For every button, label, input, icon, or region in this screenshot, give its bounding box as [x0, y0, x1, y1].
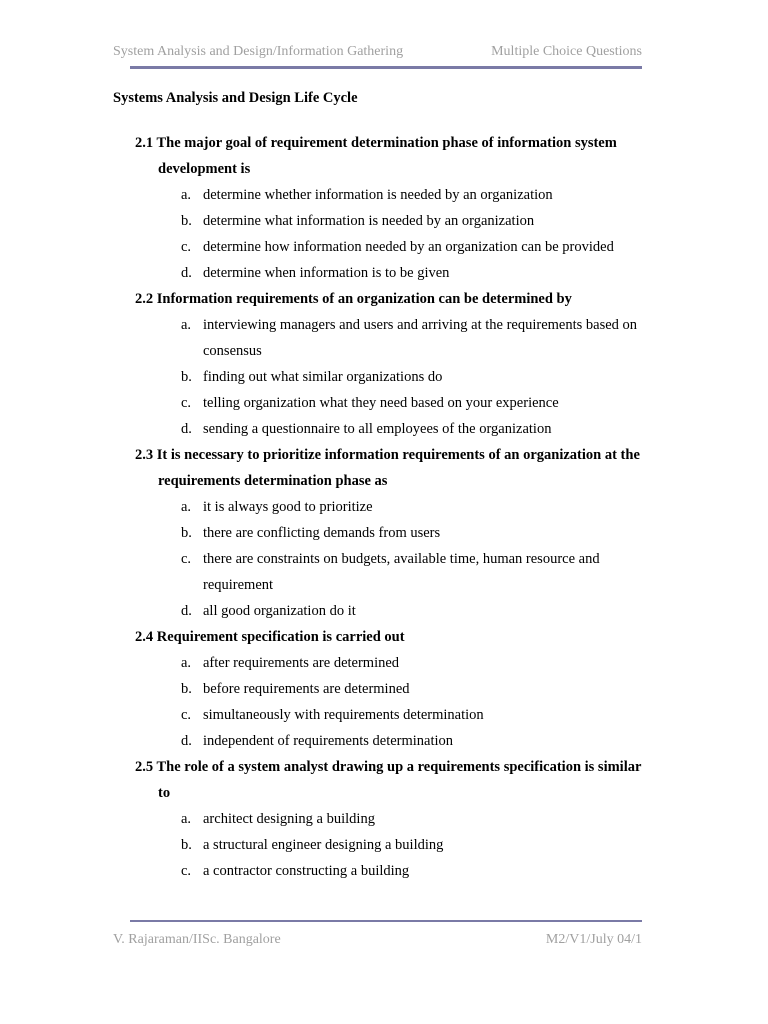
option-text: there are conflicting demands from users	[203, 525, 441, 541]
question	[0, 624, 768, 754]
option-text: a contractor constructing a building	[203, 863, 410, 879]
answer-option	[0, 260, 768, 286]
question-stem: 2.5 The role of a system analyst drawing up a requirements specification is similar to	[135, 759, 642, 801]
answer-option	[0, 832, 768, 858]
answer-option	[0, 598, 768, 624]
question-list	[0, 130, 768, 884]
option-text: finding out what similar organizations do	[203, 369, 443, 385]
question	[0, 130, 768, 286]
footer-left: V. Rajaraman/IISc. Bangalore	[113, 932, 281, 947]
option-text: determine whether information is needed by an organization	[203, 187, 553, 203]
question	[0, 442, 768, 624]
question-stem: 2.4 Requirement specification is carried out	[135, 629, 405, 645]
option-text: telling organization what they need based on your experience	[203, 395, 559, 411]
option-letter: c.	[181, 707, 192, 723]
answer-option	[0, 416, 768, 442]
option-text: interviewing managers and users and arriving at the requirements based on consensus	[203, 317, 638, 359]
footer-rule	[130, 920, 642, 922]
answer-option	[0, 494, 768, 520]
question-stem: 2.2 Information requirements of an organization can be determined by	[135, 291, 572, 307]
section-title: Systems Analysis and Design Life Cycle	[113, 90, 358, 106]
option-text: after requirements are determined	[203, 655, 400, 671]
option-text: simultaneously with requirements determination	[203, 707, 484, 723]
answer-option	[0, 390, 768, 416]
answer-option	[0, 234, 768, 260]
option-letter: c.	[181, 551, 192, 567]
answer-option	[0, 806, 768, 832]
option-letter: a.	[181, 499, 192, 515]
option-letter: b.	[181, 525, 192, 541]
option-text: before requirements are determined	[203, 681, 410, 697]
answer-option	[0, 676, 768, 702]
option-letter: c.	[181, 395, 192, 411]
option-letter: d.	[181, 733, 192, 749]
footer-right: M2/V1/July 04/1	[545, 932, 642, 947]
option-letter: d.	[181, 421, 192, 437]
option-letter: b.	[181, 681, 192, 697]
option-letter: b.	[181, 369, 192, 385]
option-letter: a.	[181, 317, 192, 333]
page-header	[113, 44, 642, 60]
answer-option	[0, 312, 768, 364]
answer-option	[0, 650, 768, 676]
option-letter: a.	[181, 655, 192, 671]
option-text: a structural engineer designing a building	[203, 837, 444, 853]
option-letter: b.	[181, 837, 192, 853]
answer-option	[0, 702, 768, 728]
answer-option	[0, 546, 768, 598]
option-text: all good organization do it	[203, 603, 356, 619]
option-text: determine when information is to be given	[203, 265, 450, 281]
question-stem: 2.1 The major goal of requirement determination phase of information system development is	[135, 135, 617, 177]
header-right: Multiple Choice Questions	[491, 44, 642, 59]
answer-option	[0, 520, 768, 546]
option-text: determine what information is needed by an organization	[203, 213, 535, 229]
answer-option	[0, 728, 768, 754]
option-letter: b.	[181, 213, 192, 229]
option-text: it is always good to prioritize	[203, 499, 373, 515]
option-letter: d.	[181, 603, 192, 619]
answer-option	[0, 182, 768, 208]
option-letter: a.	[181, 811, 192, 827]
option-letter: a.	[181, 187, 192, 203]
question	[0, 754, 768, 884]
option-letter: d.	[181, 265, 192, 281]
option-letter: c.	[181, 863, 192, 879]
header-rule	[130, 66, 642, 69]
answer-option	[0, 364, 768, 390]
page-footer	[113, 932, 642, 948]
answer-option	[0, 208, 768, 234]
question-stem: 2.3 It is necessary to prioritize information requirements of an organization at the requirements determination phase as	[135, 447, 640, 489]
option-text: determine how information needed by an organization can be provided	[203, 239, 614, 255]
option-text: independent of requirements determination	[203, 733, 454, 749]
option-text: there are constraints on budgets, available time, human resource and requirement	[203, 551, 600, 593]
question	[0, 286, 768, 442]
option-text: sending a questionnaire to all employees of the organization	[203, 421, 552, 437]
option-letter: c.	[181, 239, 192, 255]
answer-option	[0, 858, 768, 884]
header-left: System Analysis and Design/Information Gathering	[113, 44, 404, 59]
option-text: architect designing a building	[203, 811, 375, 827]
